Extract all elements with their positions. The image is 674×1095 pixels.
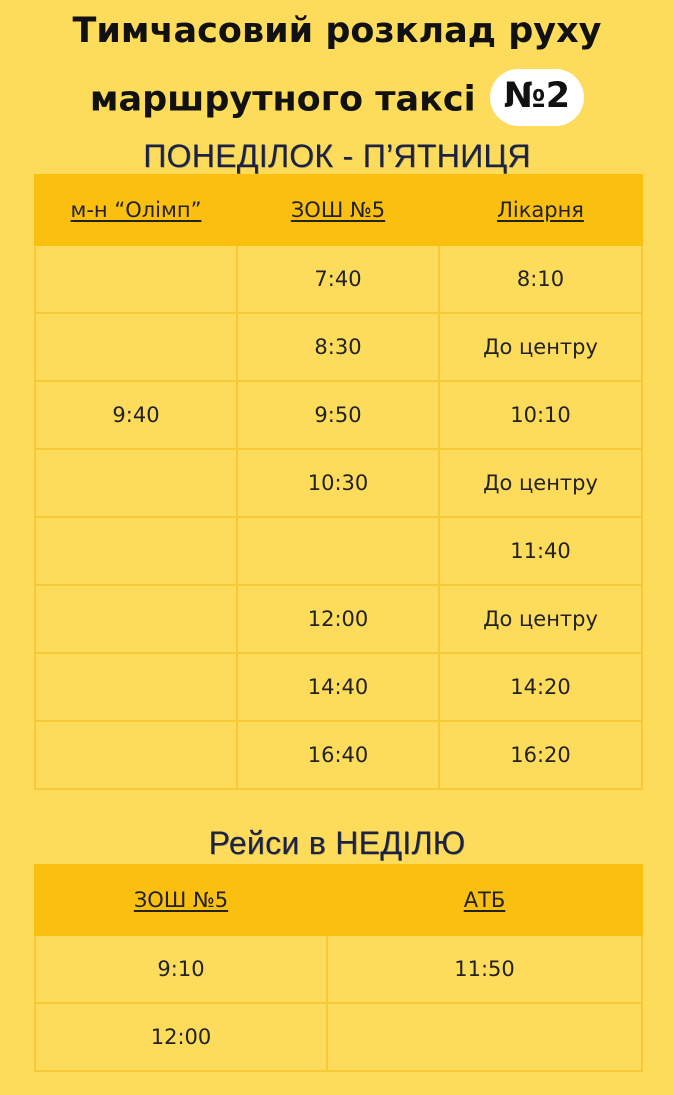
column-header-olimp: м-н “Олімп” xyxy=(35,175,237,245)
table-row xyxy=(35,585,642,653)
table-row xyxy=(35,313,642,381)
sunday-heading: Рейси в НЕДІЛЮ xyxy=(208,825,466,861)
weekday-heading: ПОНЕДІЛОК - П’ЯТНИЦЯ xyxy=(143,138,531,174)
table-cell xyxy=(35,653,237,721)
table-cell: 16:40 xyxy=(237,721,439,789)
column-header-hospital: Лікарня xyxy=(439,175,642,245)
table-cell xyxy=(35,245,237,313)
table-cell: До центру xyxy=(439,585,642,653)
table-header-row xyxy=(35,865,642,935)
table-row xyxy=(35,721,642,789)
table-row xyxy=(35,935,642,1003)
table-cell: До центру xyxy=(439,449,642,517)
column-header-school-5: ЗОШ №5 xyxy=(35,865,327,935)
weekday-schedule-table xyxy=(34,174,643,790)
table-cell: 8:30 xyxy=(237,313,439,381)
table-cell: 14:40 xyxy=(237,653,439,721)
table-cell: 7:40 xyxy=(237,245,439,313)
table-row xyxy=(35,517,642,585)
table-row xyxy=(35,381,642,449)
table-cell: 12:00 xyxy=(35,1003,327,1071)
table-cell xyxy=(35,517,237,585)
table-cell xyxy=(35,313,237,381)
table-row xyxy=(35,653,642,721)
table-cell: 14:20 xyxy=(439,653,642,721)
column-header-atb: АТБ xyxy=(327,865,642,935)
table-cell xyxy=(35,585,237,653)
table-cell xyxy=(35,449,237,517)
sunday-schedule-table xyxy=(34,864,643,1072)
page-title-line-2 xyxy=(0,72,674,129)
table-row xyxy=(35,1003,642,1071)
table-cell xyxy=(35,721,237,789)
page-title-line-1: Тимчасовий розклад руху xyxy=(72,11,602,51)
table-cell: 12:00 xyxy=(237,585,439,653)
table-cell: 11:40 xyxy=(439,517,642,585)
column-header-school-5: ЗОШ №5 xyxy=(237,175,439,245)
table-cell xyxy=(327,1003,642,1071)
table-row xyxy=(35,449,642,517)
table-header-row xyxy=(35,175,642,245)
table-row xyxy=(35,245,642,313)
table-cell: 10:30 xyxy=(237,449,439,517)
table-cell: 8:10 xyxy=(439,245,642,313)
table-cell: 10:10 xyxy=(439,381,642,449)
table-cell: 11:50 xyxy=(327,935,642,1003)
table-cell: 16:20 xyxy=(439,721,642,789)
table-cell: До центру xyxy=(439,313,642,381)
table-cell: 9:50 xyxy=(237,381,439,449)
table-cell xyxy=(237,517,439,585)
table-cell: 9:10 xyxy=(35,935,327,1003)
route-number-badge: №2 xyxy=(490,69,584,126)
table-cell: 9:40 xyxy=(35,381,237,449)
page-title-text: маршрутного таксі xyxy=(89,79,476,120)
